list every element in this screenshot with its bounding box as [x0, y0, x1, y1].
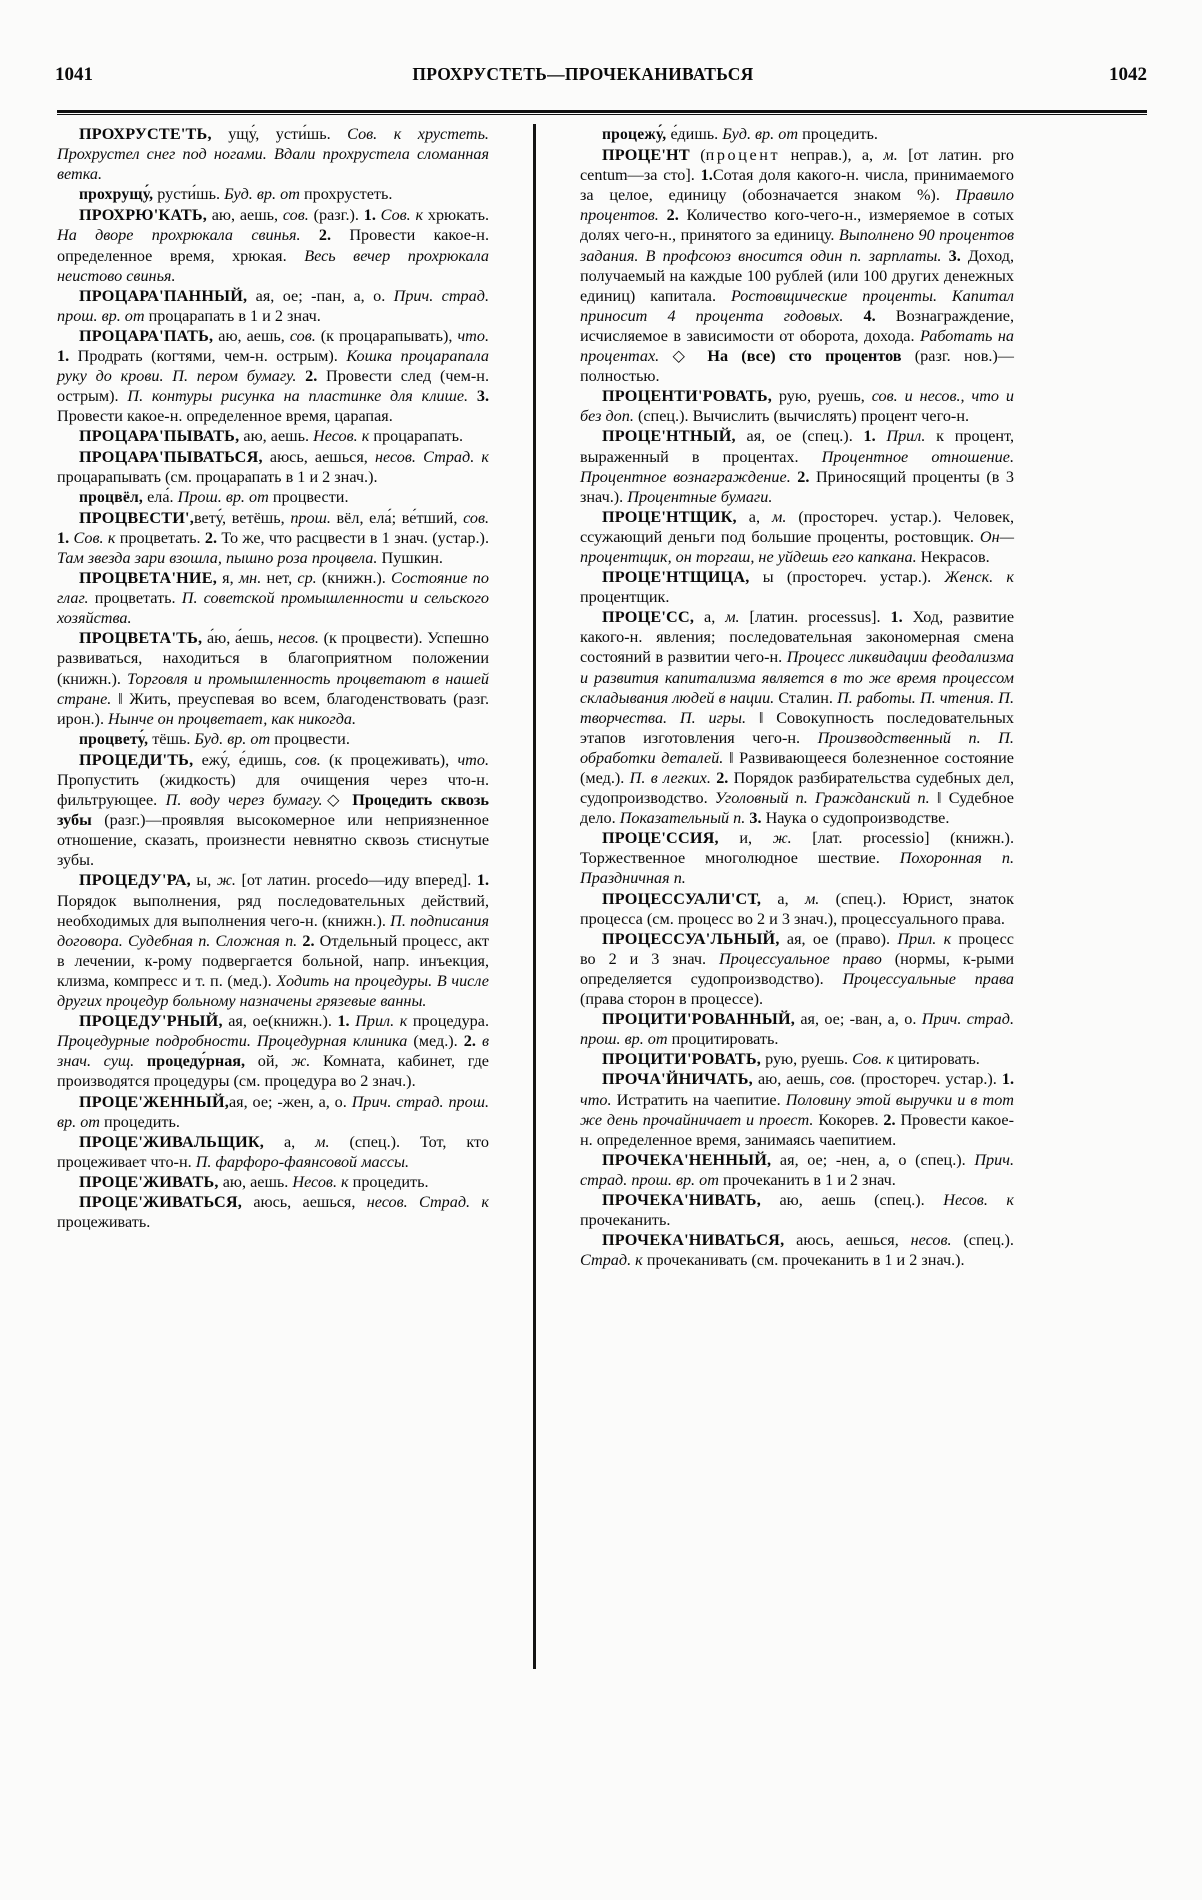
- entry-headword: ПРОЦЕДУ'РНЫЙ,: [79, 1012, 223, 1031]
- entry-body: аюсь, аешься, несов. (спец.). Страд. к прочеканивать (см. прочеканить в 1 и 2 знач.).: [580, 1231, 1014, 1270]
- entry-body: а́ю, а́ешь, несов. (к процвести). Успешно развиваться, находиться в благоприятном положении (книжн.). Торговля и промышленность процветают в нашей стране. ‖ Жить, преуспевая во всем, благоденствовать (разг. ирон.). Нынче он процветает, как никогда.: [57, 629, 489, 728]
- folio-right: 1042: [1108, 64, 1147, 85]
- entry-body: ая, ое; -нен, а, о (спец.). Прич. страд. прош. вр. от прочеканить в 1 и 2 знач.: [580, 1150, 1014, 1189]
- dictionary-entry: [57, 205, 489, 285]
- entry-headword: ПРОЦЕ'ЖИВАТЬСЯ,: [79, 1192, 243, 1211]
- entry-body: аюсь, аешься, несов. Страд. к процеживать.: [57, 1192, 489, 1232]
- entry-headword: ПРОЦЕ'НТЩИК,: [602, 507, 737, 526]
- dictionary-entry: [580, 1069, 1014, 1149]
- dictionary-entry: [580, 386, 1014, 426]
- entry-body: а, м. [латин. processus]. 1. Ход, развитие какого-н. явления; последовательная закономерная смена состояний в развитии чего-н. Процесс ликвидации феодализма и развития капитализма является в то же время процессом складывания людей в нации. Сталин. П. работы. П. чтения. П. творчества. П. игры. ‖ Совокупность последовательных этапов изготовления чего-н. Производственный п. П. обработки деталей. ‖ Развивающееся болезненное состояние (мед.). П. в легких. 2. Порядок разбирательства судебных дел, судопроизводство. Уголовный п. Гражданский п. ‖ Судебное дело. Показательный п. 3. Наука о судопроизводстве.: [580, 608, 1015, 828]
- entry-headword: ПРОЦЕДУ'РА,: [79, 871, 191, 890]
- entry-headword: ПРОЦЕ'СС,: [602, 608, 695, 627]
- dictionary-entry: [580, 607, 1014, 828]
- running-header: [55, 64, 1147, 98]
- entry-body: (процент неправ.), а, м. [от латин. pro centum—за сто]. 1.Сотая доля какого-н. числа, принимаемого за целое, единицу (обозначается знаком %). Правило процентов. 2. Количество кого-чего-н., измеряемое в сотых долях чего-н., принятого за единицу. Выполнено 90 процентов задания. В профсоюз вносится один п. зарплаты. 3. Доход, получаемый на каждые 100 рублей (или 100 других денежных единиц) капитала. Ростовщические проценты. Капитал приносит 4 процента годовых. 4. Вознаграждение, исчисляемое в зависимости от оборота, дохода. Работать на процентах. ◇ На (все) сто процентов (разг. нов.)—полностью.: [580, 146, 1015, 386]
- entry-body: ы, ж. [от латин. procedo—иду вперед]. 1. Порядок выполнения, ряд последовательных действий, необходимых для выполнения чего-н. (книжн.). П. подписания договора. Судебная п. Сложная п. 2. Отдельный процесс, акт в лечении, к-рому подвергается больной, напр. инъекция, клизма, компресс и т. п. (мед.). Ходить на процедуры. В числе других процедур больному назначены грязевые ванны.: [57, 871, 490, 1011]
- entry-body: аю, аешь. Несов. к процарапать.: [239, 427, 464, 446]
- entry-body: а, м. (спец.). Юрист, знаток процесса (см. процесс во 2 и 3 знач.), процессуального права.: [580, 889, 1014, 928]
- entry-body: ы (простореч. устар.). Женск. к процентщик.: [580, 568, 1014, 607]
- entry-headword: ПРОЦЕССУА'ЛЬНЫЙ,: [602, 929, 780, 948]
- dictionary-entry: [57, 568, 489, 628]
- entry-body: ущу́, усти́шь. Сов. к хрустеть. Прохрустел снег под ногами. Вдали прохрустела сломанная ветка.: [57, 125, 489, 184]
- dictionary-entry: [580, 145, 1014, 386]
- running-head-title: ПРОХРУСТЕТЬ—ПРОЧЕКАНИВАТЬСЯ: [412, 64, 754, 84]
- entry-body: а, м. (простореч. устар.). Человек, ссужающий деньги под большие проценты, ростовщик. Он—процентщик, он торгаш, не уйдешь его капкана. Некрасов.: [580, 507, 1014, 566]
- folio-left: 1041: [55, 64, 93, 85]
- dictionary-entry: [580, 929, 1014, 1009]
- entry-headword: ПРОЦЕ'ЖИВАЛЬЩИК,: [79, 1132, 265, 1151]
- dictionary-entry: [580, 828, 1014, 888]
- dictionary-entry: [57, 447, 489, 487]
- dictionary-entry: [580, 1230, 1014, 1270]
- dictionary-entry: [57, 750, 489, 871]
- entry-headword: ПРОЦВЕТА'НИЕ,: [79, 569, 217, 588]
- dictionary-entry: [57, 628, 489, 728]
- entry-headword: ПРОЦЕ'ЖЕННЫЙ,: [79, 1092, 229, 1111]
- entry-headword: ПРОЦАРА'ПАТЬ,: [79, 326, 214, 345]
- dictionary-entry: [580, 889, 1014, 929]
- entry-headword: ПРОЦЕДИ'ТЬ,: [79, 750, 194, 769]
- dictionary-entry: [580, 1150, 1014, 1190]
- left-column: [57, 124, 489, 1784]
- entry-body: рую, руешь, сов. и несов., что и без доп. (спец.). Вычислить (вычислять) процент чего-н.: [580, 387, 1015, 426]
- entry-headword: процежу́,: [602, 126, 667, 143]
- dictionary-entry: [57, 1172, 489, 1192]
- dictionary-entry: [580, 1049, 1014, 1069]
- entry-body: ая, ое; -пан, а, о. Прич. страд. прош. вр. от процарапать в 1 и 2 знач.: [57, 286, 489, 325]
- entry-headword: ПРОЦЕ'НТЩИЦА,: [602, 568, 750, 587]
- entry-headword: ПРОЦИТИ'РОВАННЫЙ,: [602, 1010, 796, 1029]
- dictionary-entry: [57, 326, 489, 426]
- dictionary-entry: [57, 1132, 489, 1172]
- entry-headword: ПРОЦЕ'НТНЫЙ,: [602, 427, 736, 446]
- entry-body: ежу́, е́дишь, сов. (к процеживать), что. Пропустить (жидкость) для очищения через что-н. фильтрующее. П. воду через бумагу.◇ Процедить сквозь зубы (разг.)—проявляя высокомерное или неприязненное отношение, сказать, произнести невнятно сквозь стиснутые зубы.: [57, 750, 489, 870]
- entry-headword: ПРОЧА'ЙНИЧАТЬ,: [602, 1070, 753, 1089]
- entry-body: вету́, ветёшь, прош. вёл, ела́; ве́тший, сов. 1. Сов. к процветать. 2. То же, что расцвести в 1 знач. (устар.). Там звезда зари взошла, пышно роза процвела. Пушкин.: [57, 508, 490, 567]
- entry-body: я, мн. нет, ср. (книжн.). Состояние по глаг. процветать. П. советской промышленности и сельского хозяйства.: [57, 569, 489, 628]
- entry-body: аю, аешь. Несов. к процедить.: [218, 1172, 429, 1191]
- dictionary-entry: [57, 1092, 489, 1132]
- entry-headword: ПРОЧЕКА'НИВАТЬСЯ,: [602, 1231, 785, 1250]
- dictionary-entry: [57, 286, 489, 326]
- entry-headword: ПРОЦЕССУАЛИ'СТ,: [602, 889, 762, 908]
- entry-body: аюсь, аешься, несов. Страд. к процарапывать (см. процарапать в 1 и 2 знач.).: [57, 447, 489, 486]
- dictionary-entry: [57, 870, 489, 1011]
- entry-headword: ПРОЦИТИ'РОВАТЬ,: [602, 1050, 762, 1069]
- entry-headword: прохрущу́,: [79, 186, 154, 204]
- dictionary-entry: [580, 1190, 1014, 1230]
- entry-body: ая, ое (право). Прил. к процесс во 2 и 3 знач. Процессуальное право (нормы, к-рыми определяется судопроизводство). Процессуальные права (права сторон в процессе).: [580, 929, 1015, 1009]
- entry-headword: ПРОЧЕКА'НЕННЫЙ,: [602, 1150, 772, 1169]
- entry-body: и, ж. [лат. processio] (книжн.). Торжественное многолюдное шествие. Похоронная п. Праздничная п.: [580, 829, 1014, 888]
- columns-container: [57, 124, 1147, 1784]
- dictionary-entry: [57, 124, 489, 184]
- dictionary-entry: [57, 508, 489, 568]
- column-divider: [533, 124, 536, 1669]
- entry-body: аю, аешь (спец.). Несов. к прочеканить.: [580, 1190, 1014, 1230]
- entry-body: тёшь. Буд. вр. от процвести.: [148, 729, 350, 748]
- entry-headword: ПРОЦАРА'ПАННЫЙ,: [79, 286, 248, 305]
- entry-body: рую, руешь. Сов. к цитировать.: [761, 1050, 980, 1069]
- dictionary-entry: [57, 1192, 489, 1232]
- entry-body: а, м. (спец.). Тот, кто процеживает что-н. П. фарфоро-фаянсовой массы.: [57, 1132, 489, 1171]
- entry-headword: ПРОЧЕКА'НИВАТЬ,: [602, 1190, 761, 1209]
- entry-headword: процвёл,: [79, 488, 144, 506]
- dictionary-entry: [580, 124, 1014, 145]
- entry-body: ела́. Прош. вр. от процвести.: [143, 487, 349, 506]
- entry-headword: ПРОЦАРА'ПЫВАТЬ,: [79, 427, 240, 446]
- entry-body: ая, ое (спец.). 1. Прил. к процент, выраженный в процентах. Процентное отношение. Процентное вознаграждение. 2. Приносящий проценты (в 3 знач.). Процентные бумаги.: [580, 427, 1015, 506]
- entry-headword: ПРОЦАРА'ПЫВАТЬСЯ,: [79, 447, 263, 466]
- entry-body: русти́шь. Буд. вр. от прохрустеть.: [153, 185, 393, 204]
- dictionary-entry: [580, 507, 1014, 567]
- entry-headword: ПРОЦЕ'ЖИВАТЬ,: [79, 1172, 219, 1191]
- entry-body: аю, аешь, сов. (к процарапывать), что. 1. Продрать (когтями, чем-н. острым). Кошка процарапала руку до крови. П. пером бумагу. 2. Провести след (чем-н. острым). П. контуры рисунка на пластинке для клише. 3. Провести какое-н. определенное время, царапая.: [57, 326, 490, 426]
- entry-body: ая, ое; -ван, а, о. Прич. страд. прош. вр. от процитировать.: [580, 1010, 1014, 1049]
- entry-body: аю, аешь, сов. (разг.). 1. Сов. к хрюкать. На дворе прохрюкала свинья. 2. Провести какое-н. определенное время, хрюкая. Весь вечер прохрюкала неистово свинья.: [57, 206, 490, 285]
- entry-headword: ПРОЦЕ'ССИЯ,: [602, 829, 719, 848]
- header-rule: [57, 110, 1147, 113]
- entry-headword: ПРОЦВЕСТИ',: [79, 508, 194, 527]
- entry-headword: ПРОЦЕНТИ'РОВАТЬ,: [602, 387, 773, 406]
- entry-body: ая, ое; -жен, а, о. Прич. страд. прош. вр. от процедить.: [57, 1092, 489, 1131]
- dictionary-entry: [57, 184, 489, 205]
- entry-headword: ПРОЦЕ'НТ: [602, 146, 690, 165]
- dictionary-entry: [57, 729, 489, 750]
- entry-headword: ПРОХРЮ'КАТЬ,: [79, 206, 207, 225]
- dictionary-entry: [57, 426, 489, 446]
- dictionary-entry: [57, 487, 489, 508]
- dictionary-entry: [57, 1011, 489, 1091]
- dictionary-entry: [580, 1009, 1014, 1049]
- entry-headword: ПРОЦВЕТА'ТЬ,: [79, 629, 203, 648]
- entry-headword: ПРОХРУСТЕ'ТЬ,: [79, 125, 212, 143]
- right-column: [580, 124, 1014, 1784]
- entry-body: е́дишь. Буд. вр. от процедить.: [666, 125, 878, 143]
- dictionary-entry: [580, 567, 1014, 607]
- entry-headword: процвету́,: [79, 730, 149, 748]
- dictionary-entry: [580, 426, 1014, 506]
- entry-body: аю, аешь, сов. (простореч. устар.). 1. что. Истратить на чаепитие. Половину этой выручки и в тот же день прочайничает и проест. Кокорев. 2. Провести какое-н. определенное время, занимаясь чаепитием.: [580, 1070, 1014, 1149]
- entry-body: ая, ое(книжн.). 1. Прил. к процедура. Процедурные подробности. Процедурная клиника (мед.). 2. в знач. сущ. процеду́рная, ой, ж. Комната, кабинет, где производятся процедуры (см. процедура во 2 знач.).: [57, 1012, 490, 1091]
